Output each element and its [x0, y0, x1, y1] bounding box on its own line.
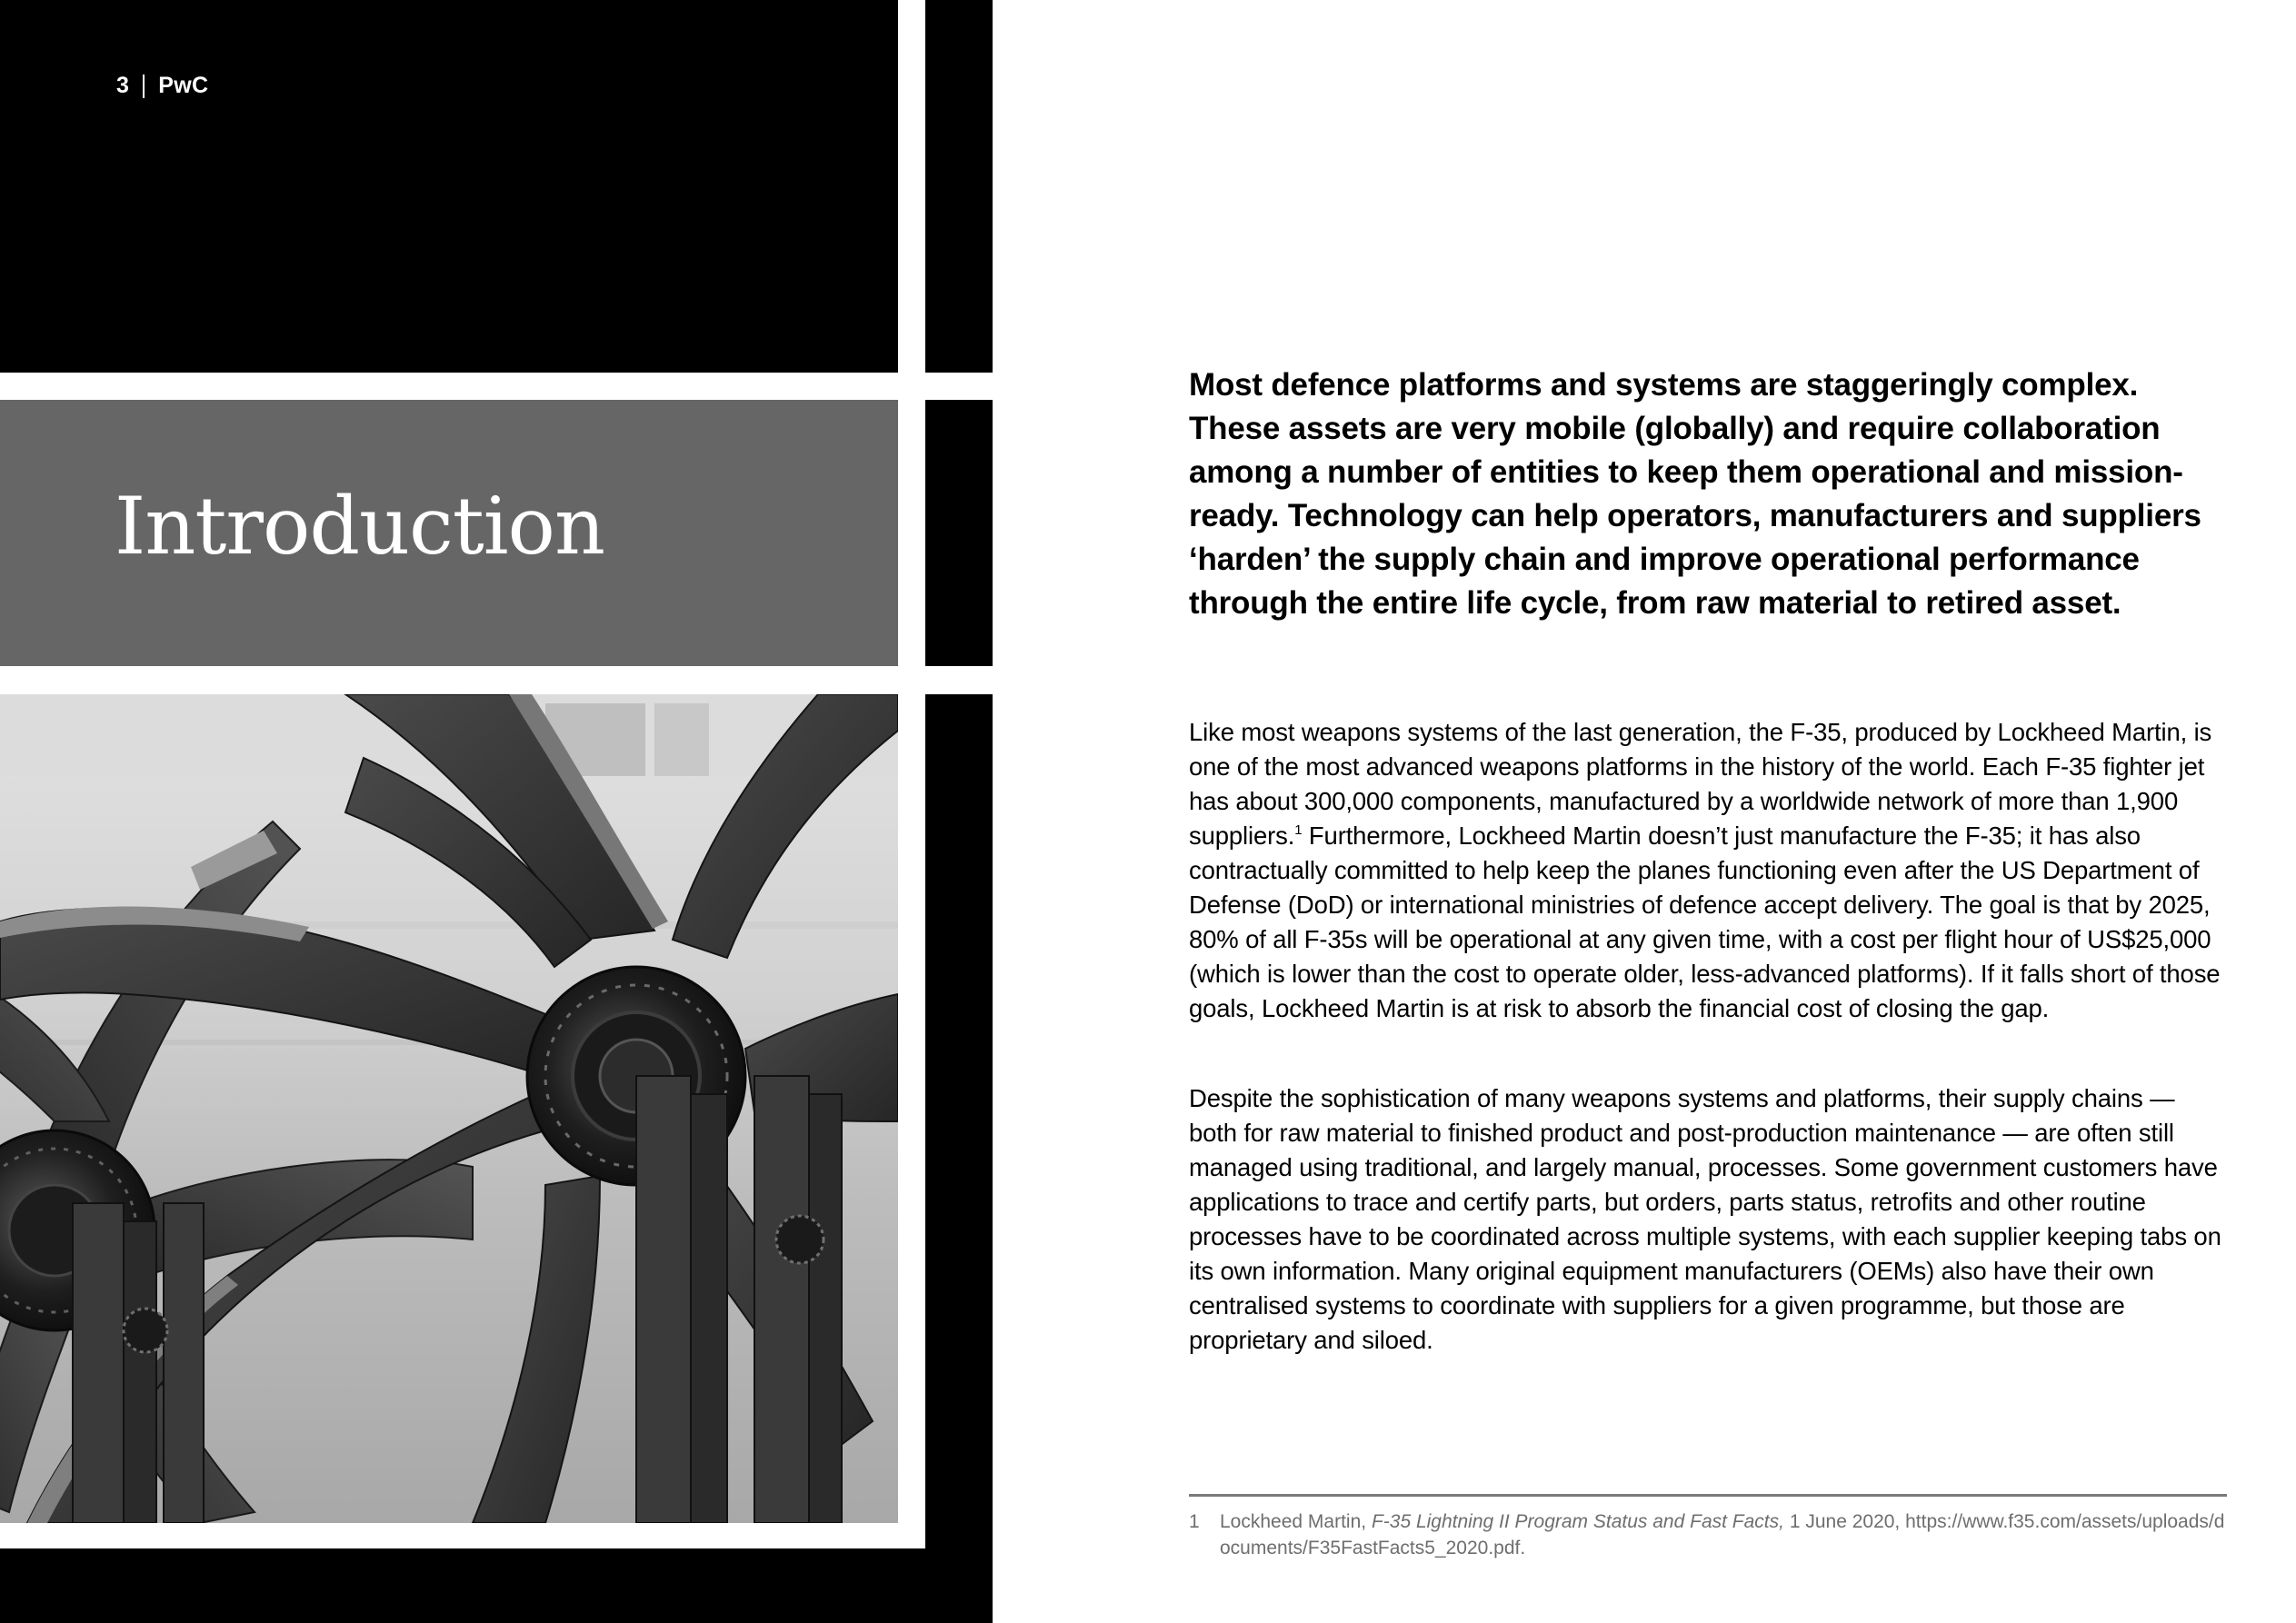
footnote-text	[1220, 1508, 2227, 1561]
section-title: Introduction	[115, 480, 604, 573]
right-black-strip-top	[925, 0, 993, 373]
brand-name: PwC	[158, 73, 209, 98]
footnote	[1189, 1508, 2227, 1561]
right-black-strip-lower	[925, 694, 993, 1548]
footnote-number: 1	[1189, 1511, 1200, 1532]
right-black-strip-middle	[925, 400, 993, 666]
fan-blades-photo	[0, 694, 898, 1523]
page-number: 3	[116, 73, 130, 98]
footnote-source-title: F-35 Lightning II Program Status and Fast Facts,	[1371, 1511, 1784, 1532]
body-paragraph-1-text: Like most weapons systems of the last generation, the F-35, produced by Lockheed Martin, is one of the most advanced weapons platforms in the history of the world. Each F-35 fighter jet has about 300,000 components, manufactured by a worldwide network of more than 1,900 suppliers.	[1189, 718, 2212, 850]
page-marker	[116, 73, 208, 99]
top-black-block	[0, 0, 898, 373]
footnote-reference: 1	[1294, 822, 1303, 838]
footnote-divider	[1189, 1494, 2227, 1497]
footnote-author: Lockheed Martin,	[1220, 1511, 1372, 1532]
lead-paragraph: Most defence platforms and systems are staggeringly complex. These assets are very mobile (globally) and require collaboration among a number of entities to keep them operational and mission-ready. Technology can help operators, manufacturers and suppliers ‘harden’ the supply chain and improve operational performance through the entire life cycle, from raw material to retired asset.	[1189, 367, 2201, 621]
lead-paragraph-container	[1189, 363, 2225, 625]
body-paragraph-1-continued: Furthermore, Lockheed Martin doesn’t just manufacture the F-35; it has also contractually committed to help keep the planes functioning even after the US Department of Defense (DoD) or international ministries of defence accept delivery. The goal is that by 2025, 80% of all F-35s will be operational at any given time, with a cost per flight hour of US$25,000 (which is lower than the cost to operate older, less-advanced platforms). If it falls short of those goals, Lockheed Martin is at risk to absorb the financial cost of closing the gap.	[1189, 821, 2221, 1022]
left-panel	[0, 0, 993, 1623]
bottom-black-block	[0, 1548, 993, 1623]
fan-blades-illustration	[0, 694, 898, 1523]
footnote-details: 1 June 2020, https://www.f35.com/assets/uploads/documents/F35FastFacts5_2020.pdf.	[1220, 1511, 2225, 1558]
page-marker-divider	[143, 75, 145, 98]
body-paragraph-2: Despite the sophistication of many weapons systems and platforms, their supply chains — both for raw material to finished product and post-production maintenance — are often still managed using traditional, and largely manual, processes. Some government customers have applications to trace and certify parts, but orders, parts status, retrofits and other routine processes have to be coordinated across multiple systems, with each supplier keeping tabs on its own information. Many original equipment manufacturers (OEMs) also have their own centralised systems to coordinate with suppliers for a given programme, but those are proprietary and siloed.	[1189, 1084, 2221, 1354]
body-paragraph-1	[1189, 715, 2225, 1026]
